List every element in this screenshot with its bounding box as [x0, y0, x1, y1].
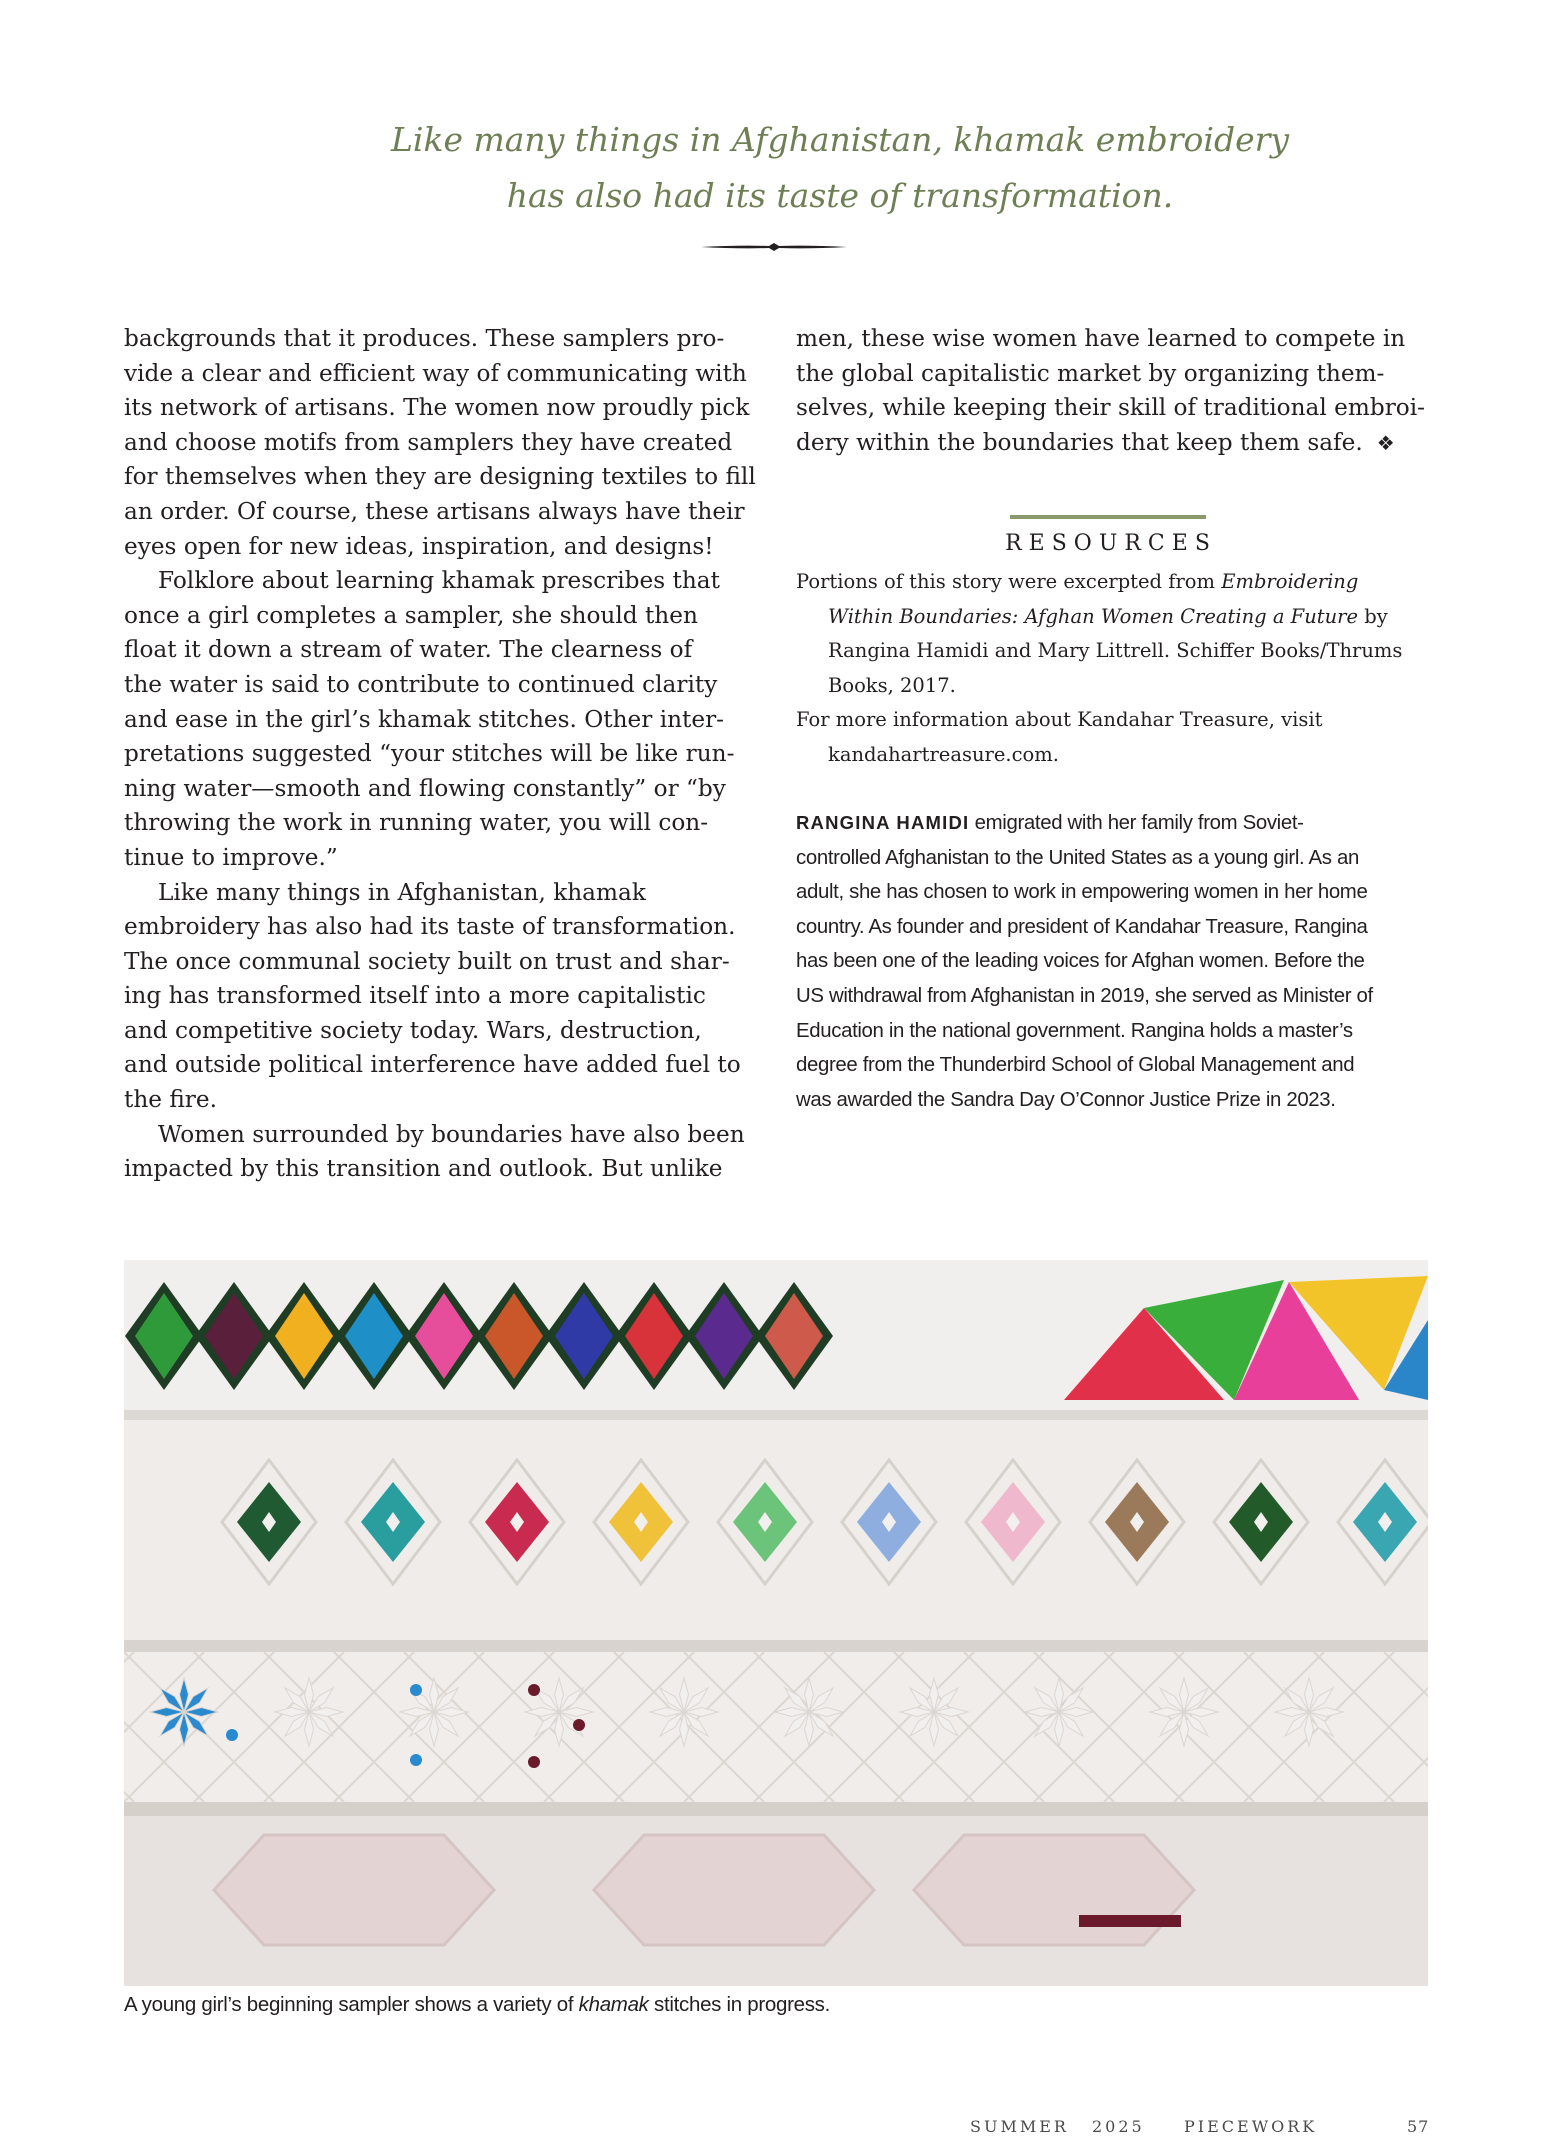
caption-text: stitches in progress.: [648, 1993, 831, 2016]
right-text-column: [796, 322, 1426, 460]
stitch-bar: [1079, 1915, 1181, 1927]
footer-year: 2025: [1092, 2117, 1145, 2136]
text-line: the global capitalistic market by organizing them-: [796, 359, 1385, 387]
website-link[interactable]: kandahartreasure.com.: [828, 742, 1059, 766]
accent-stitch: [410, 1754, 422, 1766]
text-line: the water is said to contribute to continued clarity: [124, 670, 718, 698]
fabric-band: [124, 1410, 1428, 1420]
text-line: men, these wise women have learned to compete in: [796, 325, 1406, 352]
resource-item: [796, 565, 1436, 703]
resource-item: [796, 703, 1436, 772]
paragraph: [124, 876, 754, 1118]
hexagon-motif: [594, 1835, 874, 1945]
hexagon-motif: [914, 1835, 1194, 1945]
page-number: 57: [1407, 2117, 1430, 2136]
embroidery-sampler-image: [124, 1260, 1428, 1986]
text-line: float it down a stream of water. The clearness of: [124, 636, 693, 664]
author-bio: [796, 806, 1436, 1117]
text-line: [796, 565, 1436, 600]
caption-text: A young girl’s beginning sampler shows a variety of: [124, 1993, 579, 2016]
text-line: for themselves when they are designing textiles to fill: [124, 463, 756, 491]
fabric-band: [124, 1640, 1428, 1652]
text-line: Folklore about learning khamak prescribes that: [158, 567, 720, 595]
text-line: Rangina Hamidi and Mary Littrell. Schiffer Books/Thrums: [828, 639, 1403, 662]
text-line: ning water—smooth and flowing constantly” or “by: [124, 774, 726, 802]
text-line: backgrounds that it produces. These samplers pro-: [124, 325, 725, 352]
pull-quote-line: has also had its taste of transformation.: [506, 176, 1174, 215]
resources-list: [796, 565, 1436, 772]
footer-season: SUMMER: [970, 2117, 1069, 2136]
book-title: Embroidering: [1221, 570, 1359, 593]
text-line: country. As founder and president of Kandahar Treasure, Rangina: [796, 915, 1368, 938]
text-line: eyes open for new ideas, inspiration, and designs!: [124, 532, 714, 560]
text-line: controlled Afghanistan to the United States as a young girl. As an: [796, 846, 1359, 869]
text-line: tinue to improve.”: [124, 843, 338, 871]
text-line: For more information about Kandahar Treasure, visit: [796, 708, 1323, 731]
text-line: the fire.: [124, 1086, 217, 1114]
text-line: an order. Of course, these artisans always have their: [124, 497, 745, 525]
text-line: selves, while keeping their skill of traditional embroi-: [796, 394, 1426, 422]
text-line: and outside political interference have added fuel to: [124, 1051, 741, 1079]
text-line: ing has transformed itself into a more capitalistic: [124, 982, 706, 1010]
text-line: US withdrawal from Afghanistan in 2019, she served as Minister of: [796, 984, 1373, 1007]
text-line: was awarded the Sandra Day O’Connor Justice Prize in 2023.: [796, 1088, 1336, 1111]
paragraph: [124, 564, 754, 875]
author-name: RANGINA HAMIDI: [796, 812, 970, 833]
text-line: The once communal society built on trust and shar-: [124, 947, 730, 975]
text-line: [796, 806, 1436, 841]
text-line: throwing the work in running water, you will con-: [124, 809, 709, 837]
text-line: [796, 600, 1436, 635]
accent-stitch: [226, 1729, 238, 1741]
accent-stitch: [573, 1719, 585, 1731]
accent-stitch: [410, 1684, 422, 1696]
photo-caption: [124, 1993, 1428, 2017]
text-segment: by: [1364, 604, 1388, 628]
text-line: Education in the national government. Rangina holds a master’s: [796, 1019, 1353, 1042]
text-line: Like many things in Afghanistan, khamak: [158, 878, 646, 906]
text-segment: Portions of this story were excerpted from: [796, 570, 1216, 593]
text-segment: dery within the boundaries that keep them safe.: [796, 428, 1363, 456]
text-segment: emigrated with her family from Soviet-: [969, 812, 1304, 834]
paragraph: [124, 322, 754, 564]
resources-rule: [1010, 515, 1206, 519]
book-title: Within Boundaries: Afghan Women Creating a Future: [828, 604, 1359, 628]
text-line: [796, 426, 1426, 461]
text-line: and ease in the girl’s khamak stitches. Other inter-: [124, 705, 724, 733]
footer-magazine: PIECEWORK: [1184, 2117, 1318, 2136]
caption-emphasis: khamak: [578, 1993, 649, 2016]
text-line: and choose motifs from samplers they have created: [124, 428, 733, 456]
paragraph: [796, 322, 1426, 460]
text-line: adult, she has chosen to work in empowering women in her home: [796, 881, 1368, 904]
text-line: vide a clear and efficient way of communicating with: [124, 359, 747, 387]
resources-heading: RESOURCES: [1005, 531, 1217, 556]
left-text-column: [124, 322, 754, 1187]
fabric-band: [124, 1802, 1428, 1816]
pull-quote: [120, 112, 1550, 224]
text-line: its network of artisans. The women now proudly pick: [124, 394, 750, 422]
pull-quote-line: Like many things in Afghanistan, khamak embroidery: [390, 120, 1290, 159]
text-line: and competitive society today. Wars, destruction,: [124, 1016, 702, 1044]
ornament-divider-icon: [699, 241, 849, 253]
paragraph: [124, 1118, 754, 1187]
text-line: embroidery has also had its taste of transformation.: [124, 913, 736, 941]
text-line: Women surrounded by boundaries have also been: [158, 1120, 745, 1148]
text-line: once a girl completes a sampler, she should then: [124, 601, 698, 629]
text-line: Books, 2017.: [828, 673, 956, 697]
accent-stitch: [528, 1756, 540, 1768]
text-line: pretations suggested “your stitches will be like run-: [124, 740, 735, 768]
text-line: impacted by this transition and outlook. But unlike: [124, 1155, 723, 1183]
sampler-photo: [124, 1260, 1428, 1986]
page-footer: [0, 2117, 1550, 2141]
hexagon-motif: [214, 1835, 494, 1945]
text-line: has been one of the leading voices for Afghan women. Before the: [796, 950, 1365, 973]
accent-stitch: [528, 1684, 540, 1696]
text-line: degree from the Thunderbird School of Global Management and: [796, 1054, 1355, 1077]
end-fleuron-icon: ❖: [1376, 430, 1395, 455]
